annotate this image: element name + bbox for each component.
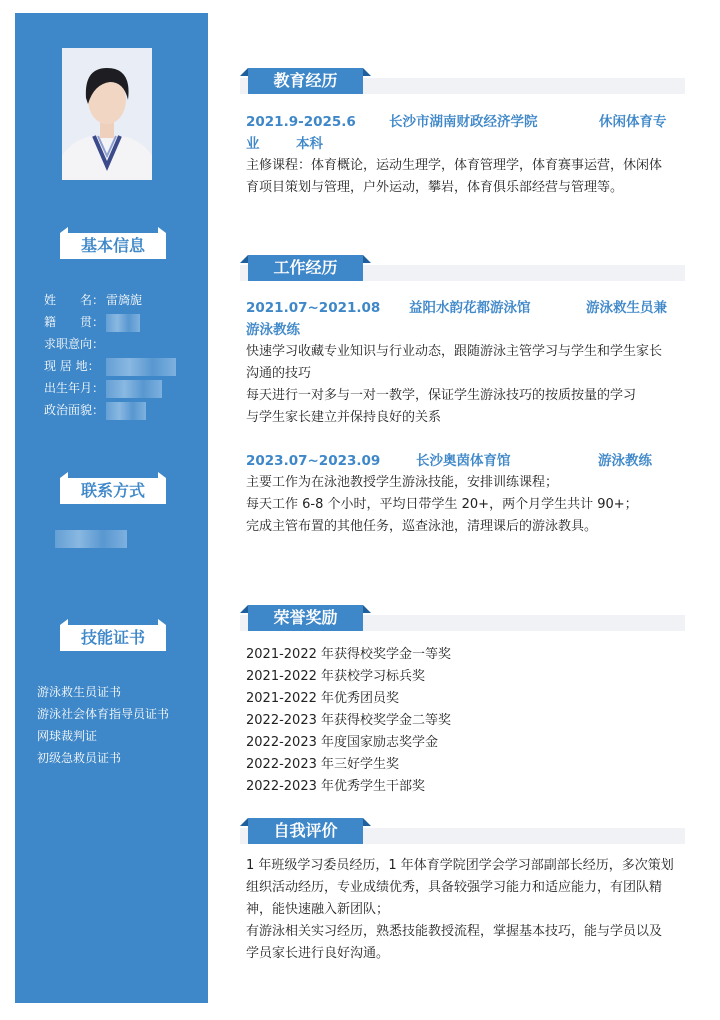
info-row [44, 289, 142, 311]
education-detail-line: 育项目策划与管理，户外运动，攀岩，体育俱乐部经营与管理等。 [246, 180, 624, 195]
honor-item: 2022-2023 年度国家励志奖学金 [246, 735, 438, 750]
sidebar [15, 13, 208, 1003]
self-eval-line: 组织活动经历，专业成绩优秀，具备较强学习能力和适应能力，有团队精 [246, 880, 663, 895]
job-detail-line: 沟通的技巧 [246, 366, 312, 381]
honors-header [240, 605, 685, 631]
info-label: 现 居 地： [44, 359, 100, 373]
info-label: 籍 贯： [44, 315, 105, 329]
education-headline-2 [246, 133, 686, 155]
self-eval-line: 1 年班级学习委员经历，1 年体育学院团学会学习部副部长经历，多次策划 [246, 858, 674, 873]
info-row [44, 311, 140, 333]
job-date: 2023.07~2023.09 [246, 453, 381, 469]
profile-photo [62, 48, 152, 180]
self-eval-line: 神，能快速融入新团队； [246, 902, 390, 917]
honor-item: 2022-2023 年优秀学生干部奖 [246, 779, 425, 794]
honor-item: 2022-2023 年三好学生奖 [246, 757, 399, 772]
education-headline [246, 111, 686, 133]
job-detail-line: 每天进行一对多与一对一教学，保证学生游泳技巧的按质按量的学习 [246, 388, 637, 403]
honor-item: 2021-2022 年获校学习标兵奖 [246, 669, 425, 684]
edu-major-cont: 业 [246, 136, 260, 152]
job-role: 游泳救生员兼 [586, 300, 667, 316]
info-value: 雷旖旎 [106, 293, 143, 307]
job-date: 2021.07~2021.08 [246, 300, 381, 316]
info-label: 姓 名： [44, 293, 105, 307]
work-header [240, 255, 685, 281]
skills-heading: 技能证书 [60, 625, 166, 651]
work-title: 工作经历 [248, 255, 363, 281]
redacted-value [106, 358, 176, 376]
info-label: 求职意向： [44, 337, 105, 351]
education-title: 教育经历 [248, 68, 363, 94]
job-detail-line: 完成主管布置的其他任务，巡查泳池，清理课后的游泳教具。 [246, 519, 598, 534]
contact-redacted [55, 527, 127, 549]
skill-item: 网球裁判证 [37, 729, 98, 743]
info-row [44, 377, 162, 399]
honor-item: 2021-2022 年获得校奖学金一等奖 [246, 647, 451, 662]
redacted-value [106, 402, 146, 420]
job-detail-line: 每天工作 6-8 个小时，平均日带学生 20+，两个月学生共计 90+； [246, 497, 638, 512]
job-org: 长沙奥茵体育馆 [416, 453, 511, 469]
job-headline [246, 297, 686, 319]
info-row [44, 399, 146, 421]
edu-date: 2021.9-2025.6 [246, 114, 356, 130]
edu-school: 长沙市湖南财政经济学院 [389, 114, 538, 130]
self-eval-line: 学员家长进行良好沟通。 [246, 946, 390, 961]
info-label: 出生年月： [44, 381, 105, 395]
contact-heading: 联系方式 [60, 478, 166, 504]
job-org: 益阳水韵花都游泳馆 [409, 300, 531, 316]
info-row [44, 333, 106, 355]
job-role: 游泳教练 [598, 453, 652, 469]
self-title: 自我评价 [248, 818, 363, 844]
self-header [240, 818, 685, 844]
honors-title: 荣誉奖励 [248, 605, 363, 631]
education-detail-line: 主修课程：体育概论，运动生理学，体育管理学，体育赛事运营，休闲体 [246, 158, 663, 173]
skill-item: 游泳社会体育指导员证书 [37, 707, 170, 721]
skill-item: 初级急救员证书 [37, 751, 122, 765]
redacted-value [106, 380, 162, 398]
redacted-value [106, 314, 140, 332]
job-detail-line: 主要工作为在泳池教授学生游泳技能，安排训练课程； [246, 475, 559, 490]
skill-item: 游泳救生员证书 [37, 685, 122, 699]
info-row [44, 355, 176, 377]
job-detail-line: 与学生家长建立并保持良好的关系 [246, 410, 442, 425]
education-header [240, 68, 685, 94]
info-label: 政治面貌： [44, 403, 105, 417]
basic-info-heading: 基本信息 [60, 233, 166, 259]
job-role-cont: 游泳教练 [246, 322, 300, 338]
edu-major: 休闲体育专 [599, 114, 667, 130]
honor-item: 2022-2023 年获得校奖学金二等奖 [246, 713, 451, 728]
honor-item: 2021-2022 年优秀团员奖 [246, 691, 399, 706]
job-headline [246, 450, 686, 472]
edu-degree: 本科 [296, 136, 323, 152]
job-detail-line: 快速学习收藏专业知识与行业动态，跟随游泳主管学习与学生和学生家长 [246, 344, 663, 359]
self-eval-line: 有游泳相关实习经历，熟悉技能教授流程，掌握基本技巧，能与学员以及 [246, 924, 663, 939]
